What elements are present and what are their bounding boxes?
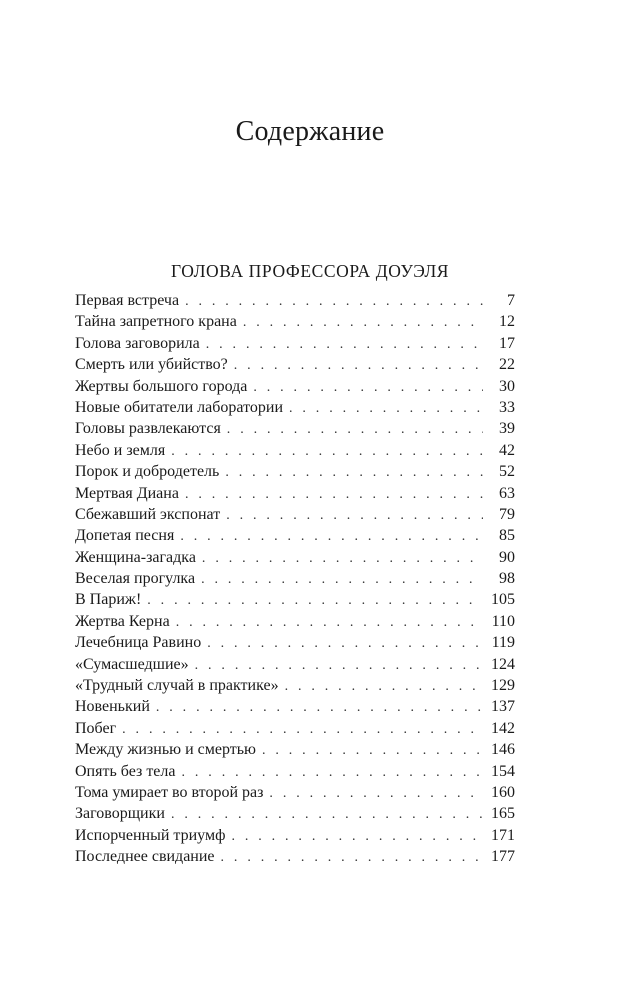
toc-entry-page-number: 30 <box>499 377 515 395</box>
toc-entry-page-number: 33 <box>499 398 515 416</box>
toc-entry-title: Головы развлекаются <box>75 420 221 438</box>
toc-entry-page-number: 17 <box>499 334 515 352</box>
toc-entry-page-number: 90 <box>499 548 515 566</box>
toc-entry-title: Тома умирает во второй раз <box>75 783 264 801</box>
section-title: ГОЛОВА ПРОФЕССОРА ДОУЭЛЯ <box>170 261 450 281</box>
toc-entry-page-number: 165 <box>491 805 515 823</box>
toc-entry[interactable] <box>75 333 515 354</box>
toc-entry-page-number: 39 <box>499 420 515 438</box>
dot-leader <box>262 740 483 761</box>
dot-leader <box>285 676 483 697</box>
toc-entry-title: Новенький <box>75 698 150 716</box>
toc-entry-title: Заговорщики <box>75 805 165 823</box>
toc-entry-page-number: 137 <box>491 698 515 716</box>
dot-leader <box>195 655 483 676</box>
toc-entry[interactable] <box>75 611 515 632</box>
dot-leader <box>207 633 483 654</box>
dot-leader <box>269 783 483 804</box>
toc-entry-title: Мертвая Диана <box>75 484 179 502</box>
toc-entry-title: Первая встреча <box>75 292 180 309</box>
dot-leader <box>122 719 483 740</box>
toc-entry-page-number: 63 <box>499 484 515 502</box>
toc-entry-title: Лечебница Равино <box>75 634 202 652</box>
toc-entry-title: Тайна запретного крана <box>75 313 237 331</box>
toc-entry[interactable] <box>75 461 515 482</box>
toc-entry[interactable] <box>75 589 515 610</box>
toc-entry[interactable] <box>75 354 515 375</box>
dot-leader <box>156 697 483 718</box>
toc-entry-title: Голова заговорила <box>75 334 200 352</box>
dot-leader <box>147 590 483 611</box>
dot-leader <box>180 526 483 547</box>
table-of-contents <box>75 290 515 868</box>
dot-leader <box>202 548 483 569</box>
toc-entry-title: Испорченный триумф <box>75 826 226 844</box>
toc-entry-title: Новые обитатели лаборатории <box>75 398 283 416</box>
toc-entry[interactable] <box>75 547 515 568</box>
toc-entry[interactable] <box>75 418 515 439</box>
page-title: Содержание <box>235 116 385 147</box>
dot-leader <box>185 484 483 505</box>
dot-leader <box>176 612 483 633</box>
toc-entry-title: Допетая песня <box>75 527 175 545</box>
toc-entry[interactable] <box>75 846 515 867</box>
dot-leader <box>225 462 483 483</box>
toc-entry-page-number: 142 <box>491 719 515 737</box>
toc-entry[interactable] <box>75 782 515 803</box>
toc-entry[interactable] <box>75 397 515 418</box>
toc-entry-page-number: 129 <box>491 677 515 695</box>
dot-leader <box>185 291 483 312</box>
toc-entry-page-number: 110 <box>491 612 515 630</box>
toc-entry-title: Последнее свидание <box>75 848 215 866</box>
toc-entry[interactable] <box>75 632 515 653</box>
dot-leader <box>201 569 483 590</box>
toc-entry[interactable] <box>75 568 515 589</box>
toc-entry-title: Веселая прогулка <box>75 570 196 588</box>
toc-entry-page-number: 7 <box>507 292 515 309</box>
dot-leader <box>227 419 483 440</box>
toc-entry-title: Смерть или убийство? <box>75 356 228 374</box>
dot-leader <box>289 398 483 419</box>
toc-entry-title: В Париж! <box>75 591 142 609</box>
toc-entry-page-number: 177 <box>491 848 515 866</box>
toc-entry-page-number: 171 <box>491 826 515 844</box>
toc-entry-page-number: 85 <box>499 527 515 545</box>
toc-entry[interactable] <box>75 803 515 824</box>
toc-entry-title: Женщина-загадка <box>75 548 196 566</box>
toc-entry[interactable] <box>75 718 515 739</box>
toc-entry-page-number: 105 <box>491 591 515 609</box>
dot-leader <box>171 441 483 462</box>
dot-leader <box>234 355 483 376</box>
dot-leader <box>253 377 483 398</box>
toc-entry-title: Жертвы большого города <box>75 377 248 395</box>
toc-entry-title: «Сумасшедшие» <box>75 655 189 673</box>
toc-entry-page-number: 124 <box>491 655 515 673</box>
toc-entry-title: Порок и добродетель <box>75 463 220 481</box>
toc-entry-page-number: 79 <box>499 505 515 523</box>
toc-entry-page-number: 98 <box>499 570 515 588</box>
toc-entry-title: Опять без тела <box>75 762 176 780</box>
dot-leader <box>182 762 484 783</box>
toc-entry-title: «Трудный случай в практике» <box>75 677 279 695</box>
toc-entry[interactable] <box>75 654 515 675</box>
toc-entry-title: Побег <box>75 719 117 737</box>
toc-entry[interactable] <box>75 825 515 846</box>
toc-entry[interactable] <box>75 504 515 525</box>
toc-entry[interactable] <box>75 675 515 696</box>
toc-entry-page-number: 22 <box>499 356 515 374</box>
dot-leader <box>206 334 483 355</box>
toc-entry[interactable] <box>75 311 515 332</box>
toc-entry-page-number: 160 <box>491 783 515 801</box>
toc-entry-page-number: 12 <box>499 313 515 331</box>
toc-entry[interactable] <box>75 525 515 546</box>
toc-entry-page-number: 42 <box>499 441 515 459</box>
toc-entry-title: Между жизнью и смертью <box>75 741 256 759</box>
toc-entry-page-number: 52 <box>499 463 515 481</box>
toc-entry[interactable] <box>75 739 515 760</box>
toc-entry[interactable] <box>75 290 515 311</box>
dot-leader <box>221 847 483 868</box>
toc-entry-title: Жертва Керна <box>75 612 170 630</box>
dot-leader <box>243 312 483 333</box>
toc-entry-title: Сбежавший экспонат <box>75 505 221 523</box>
toc-entry-page-number: 119 <box>491 634 515 652</box>
dot-leader <box>231 826 483 847</box>
toc-entry[interactable] <box>75 440 515 461</box>
dot-leader <box>226 505 483 526</box>
dot-leader <box>171 804 483 825</box>
toc-entry-page-number: 146 <box>491 741 515 759</box>
toc-entry[interactable] <box>75 696 515 717</box>
toc-entry-title: Небо и земля <box>75 441 166 459</box>
toc-entry-page-number: 154 <box>491 762 515 780</box>
toc-entry[interactable] <box>75 483 515 504</box>
toc-entry[interactable] <box>75 761 515 782</box>
toc-entry[interactable] <box>75 376 515 397</box>
